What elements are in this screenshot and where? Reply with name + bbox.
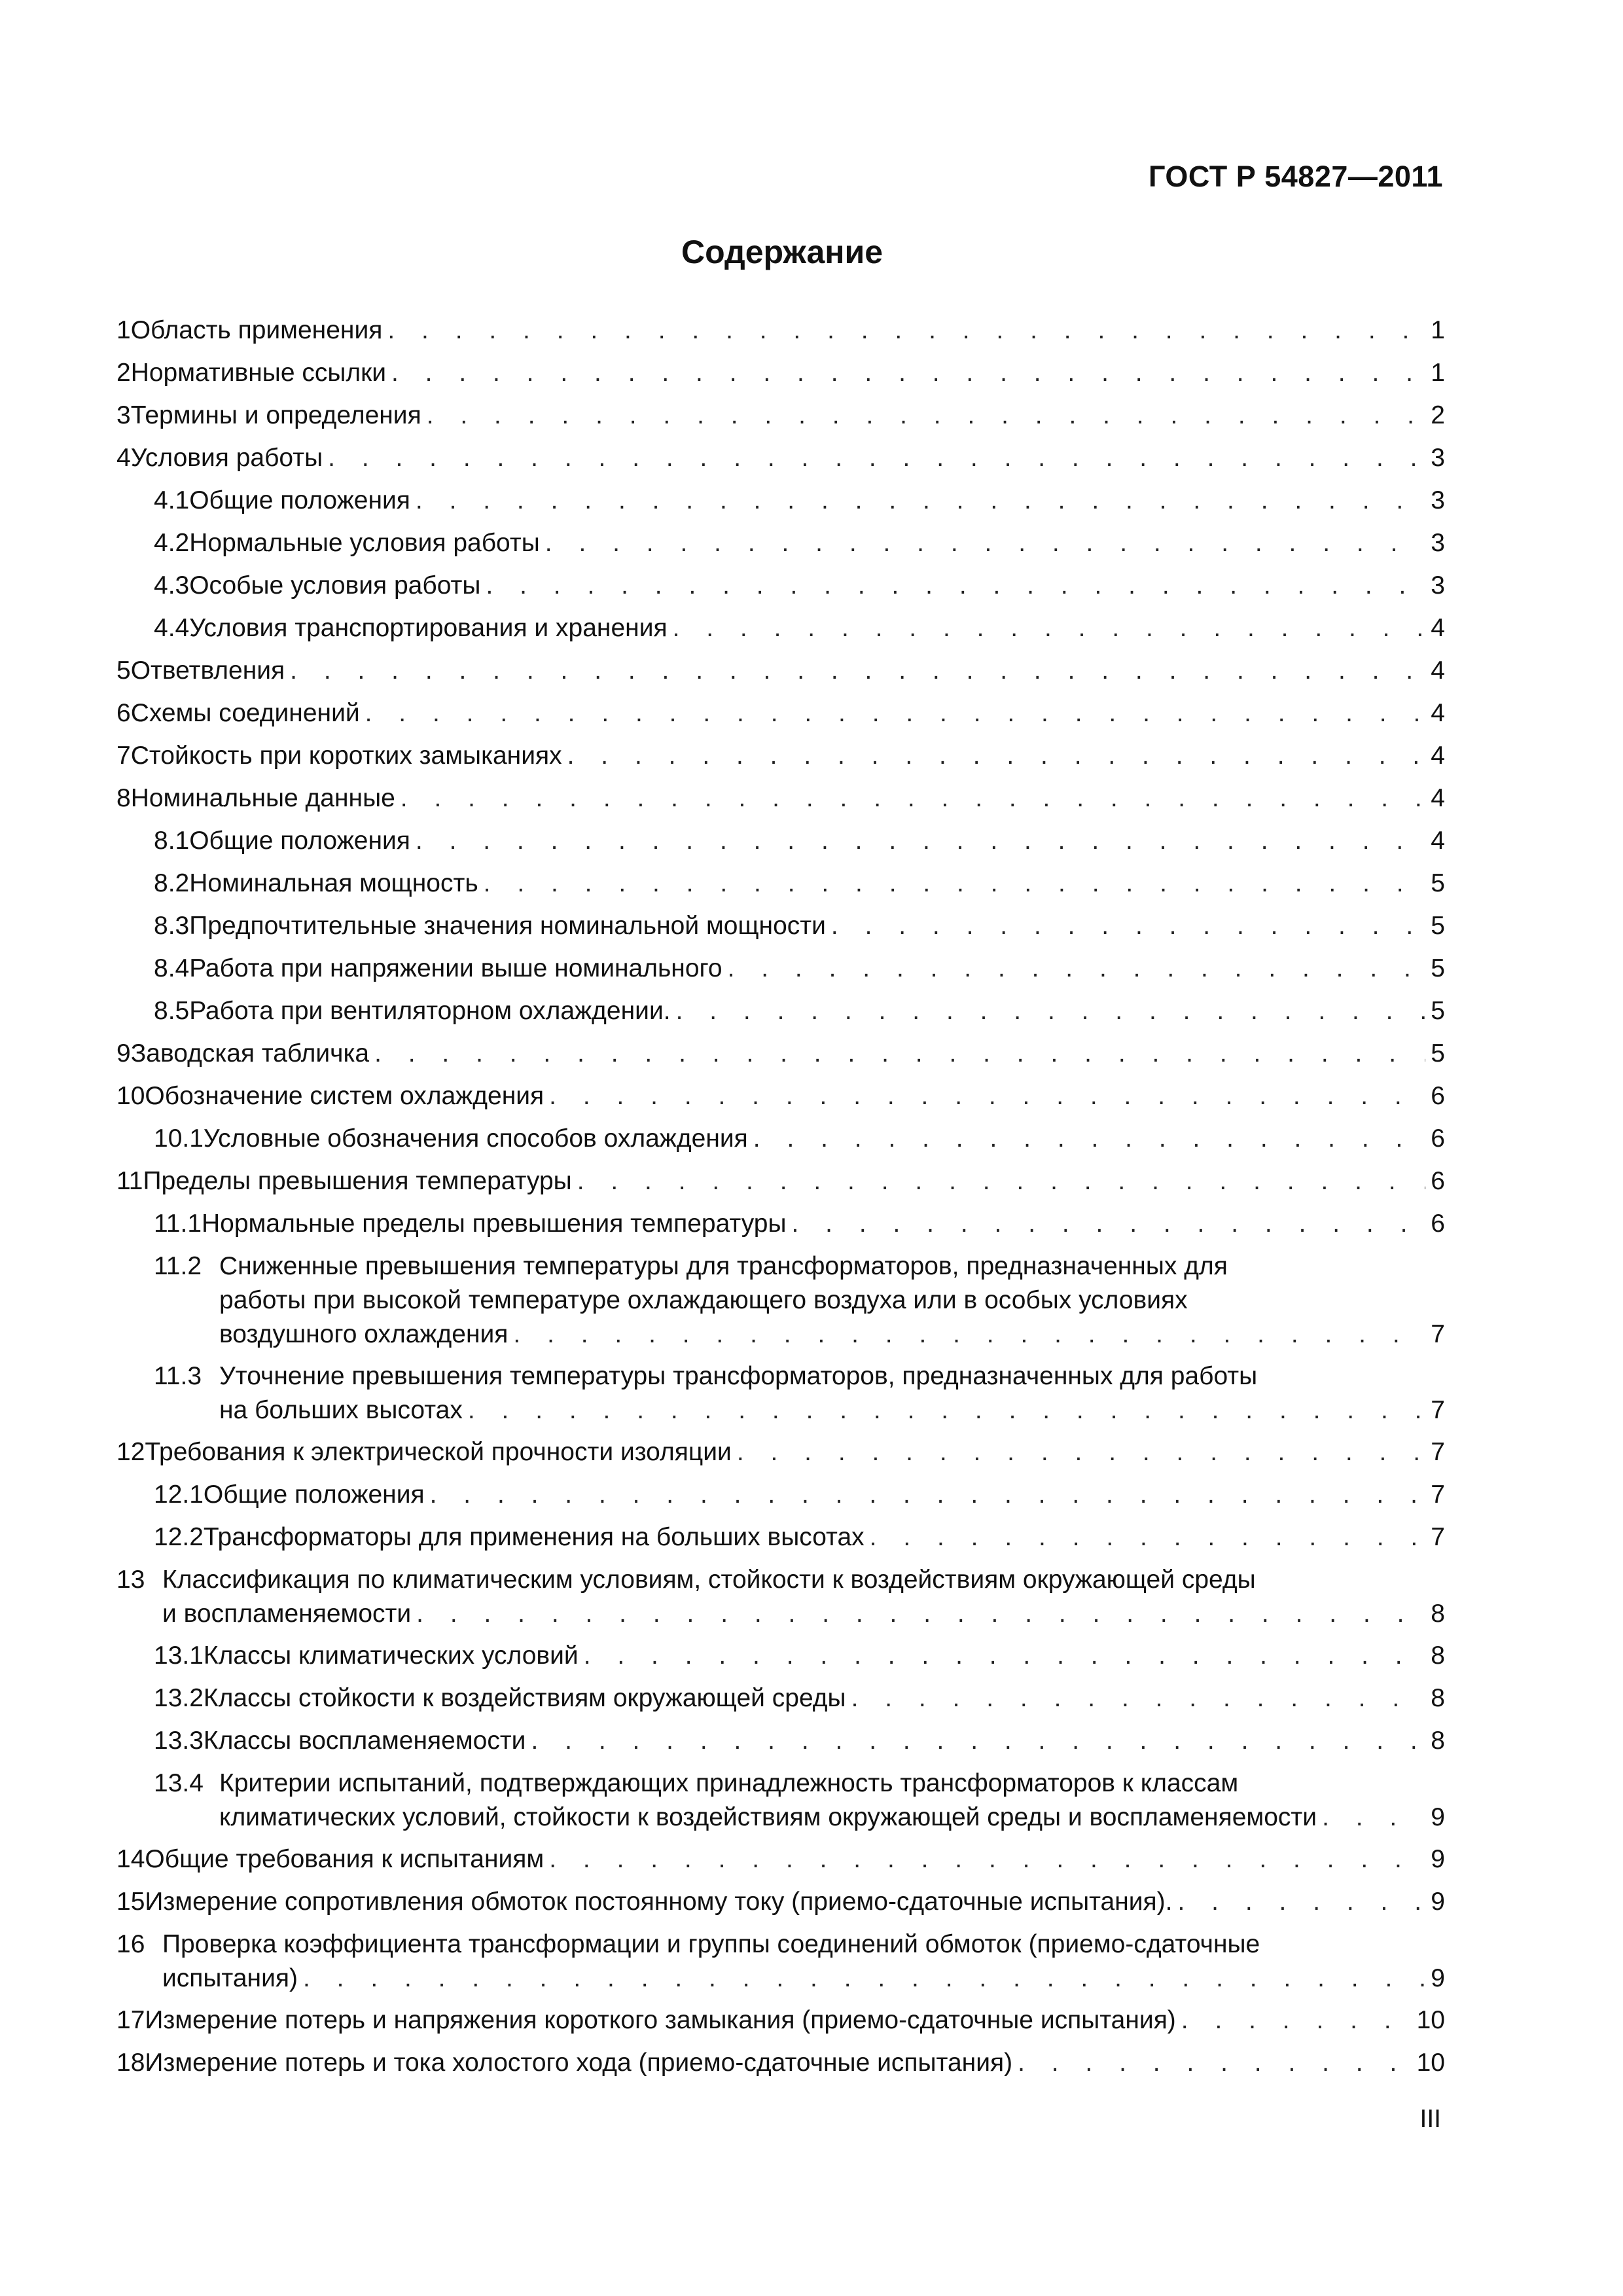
toc-entry-number: 16 xyxy=(116,1930,145,1958)
toc-entry-page: 6 xyxy=(1431,1167,1445,1195)
toc-entry-page: 7 xyxy=(1431,1523,1445,1551)
toc-entry-number: 6 xyxy=(116,699,131,727)
toc-entry[interactable] xyxy=(116,2046,1445,2080)
toc-entry[interactable] xyxy=(116,654,1445,688)
dot-leader xyxy=(1178,1885,1426,1919)
dot-leader xyxy=(290,654,1425,688)
toc-entry-page: 3 xyxy=(1431,529,1445,557)
dot-leader xyxy=(531,1724,1425,1758)
toc-entry[interactable] xyxy=(116,569,1445,603)
toc-entry-number: 8.1 xyxy=(154,827,190,855)
toc-entry-title: Номинальная мощность xyxy=(189,869,478,897)
toc-entry[interactable] xyxy=(116,1928,1445,1996)
toc-entry-page: 10 xyxy=(1416,2049,1445,2077)
toc-entry-title: Номинальные данные xyxy=(130,784,395,812)
toc-entry[interactable] xyxy=(116,1359,1445,1427)
dot-leader xyxy=(484,867,1426,901)
toc-entry-title: Обозначение систем охлаждения xyxy=(145,1082,544,1110)
dot-leader xyxy=(303,1962,1425,1996)
toc-entry-page: 9 xyxy=(1431,1803,1445,1831)
table-of-contents xyxy=(116,314,1445,2089)
toc-entry-title: Условные обозначения способов охлаждения xyxy=(203,1124,748,1153)
dot-leader xyxy=(577,1164,1426,1198)
dot-leader xyxy=(1181,2003,1412,2037)
toc-entry[interactable] xyxy=(116,2003,1445,2037)
toc-entry-title: на больших высотах xyxy=(219,1396,463,1424)
toc-entry[interactable] xyxy=(116,356,1445,390)
toc-entry-number: 4.1 xyxy=(154,486,190,514)
dot-leader xyxy=(513,1318,1425,1352)
dot-leader xyxy=(673,611,1426,645)
toc-entry-number: 4.4 xyxy=(154,614,190,642)
dot-leader xyxy=(545,526,1426,560)
toc-entry-page: 8 xyxy=(1431,1684,1445,1712)
dot-leader xyxy=(387,314,1425,348)
toc-entry-page: 5 xyxy=(1431,869,1445,897)
toc-entry-number: 11.2 xyxy=(154,1252,202,1280)
toc-entry-title: Нормальные условия работы xyxy=(189,529,540,557)
toc-entry[interactable] xyxy=(116,441,1445,475)
toc-entry[interactable] xyxy=(116,314,1445,348)
toc-entry-number: 10 xyxy=(116,1082,145,1110)
toc-entry-number: 4.3 xyxy=(154,571,190,600)
toc-entry-page: 3 xyxy=(1431,486,1445,514)
toc-entry[interactable] xyxy=(116,994,1445,1028)
toc-entry-page: 6 xyxy=(1431,1124,1445,1153)
toc-entry-title: воздушного охлаждения xyxy=(219,1320,508,1348)
toc-entry-page: 4 xyxy=(1431,656,1445,685)
toc-entry-number: 13.3 xyxy=(154,1727,204,1755)
dot-leader xyxy=(549,1842,1425,1876)
toc-entry-page: 5 xyxy=(1431,954,1445,982)
toc-entry-title: Общие положения xyxy=(189,827,410,855)
dot-leader xyxy=(1018,2046,1412,2080)
toc-entry-number: 3 xyxy=(116,401,131,429)
toc-entry-number: 8 xyxy=(116,784,131,812)
toc-entry-number: 8.3 xyxy=(154,912,190,940)
dot-leader xyxy=(831,909,1425,943)
toc-entry-page: 8 xyxy=(1431,1641,1445,1670)
toc-entry[interactable] xyxy=(116,1681,1445,1715)
toc-entry-title: Условия транспортирования и хранения xyxy=(189,614,668,642)
toc-entry[interactable] xyxy=(116,1639,1445,1673)
toc-entry-title: Проверка коэффициента трансформации и группы соединений обмоток (приемо-сдаточные xyxy=(162,1930,1260,1958)
toc-entry-page: 4 xyxy=(1431,699,1445,727)
toc-entry[interactable] xyxy=(116,909,1445,943)
toc-entry-title: Классы климатических условий xyxy=(203,1641,579,1670)
toc-entry-page: 3 xyxy=(1431,444,1445,472)
dot-leader xyxy=(416,1597,1425,1631)
toc-entry-page: 2 xyxy=(1431,401,1445,429)
dot-leader xyxy=(737,1435,1425,1469)
toc-entry-page: 7 xyxy=(1431,1438,1445,1466)
toc-entry-title: Общие требования к испытаниям xyxy=(145,1845,544,1873)
toc-entry[interactable] xyxy=(116,1724,1445,1758)
toc-entry-title: Уточнение превышения температуры трансформаторов, предназначенных для работы xyxy=(219,1362,1258,1390)
dot-leader xyxy=(486,569,1425,603)
toc-entry-title: Область применения xyxy=(130,316,383,344)
toc-entry[interactable] xyxy=(116,1435,1445,1469)
toc-entry-number: 15 xyxy=(116,1888,145,1916)
toc-entry-page: 10 xyxy=(1416,2006,1445,2034)
dot-leader xyxy=(365,696,1426,730)
dot-leader xyxy=(753,1122,1426,1156)
toc-entry-page: 5 xyxy=(1431,912,1445,940)
toc-entry[interactable] xyxy=(116,1885,1445,1919)
toc-entry-title: Измерение потерь и напряжения короткого замыкания (приемо-сдаточные испытания) xyxy=(145,2006,1176,2034)
toc-entry[interactable] xyxy=(116,1478,1445,1512)
toc-entry-number: 13.2 xyxy=(154,1684,204,1712)
toc-entry-number: 7 xyxy=(116,742,131,770)
toc-entry-number: 11.3 xyxy=(154,1362,202,1390)
toc-entry[interactable] xyxy=(116,611,1445,645)
toc-entry[interactable] xyxy=(116,1767,1445,1835)
toc-entry[interactable] xyxy=(116,484,1445,518)
toc-entry[interactable] xyxy=(116,1207,1445,1241)
toc-entry[interactable] xyxy=(116,399,1445,433)
toc-entry-number: 12.1 xyxy=(154,1480,204,1509)
toc-entry[interactable] xyxy=(116,526,1445,560)
dot-leader xyxy=(401,781,1426,816)
toc-entry-title: и воспламеняемости xyxy=(162,1600,412,1628)
toc-entry-number: 11.1 xyxy=(154,1210,202,1238)
toc-entry-number: 8.5 xyxy=(154,997,190,1025)
toc-entry-number: 4.2 xyxy=(154,529,190,557)
toc-entry-title: Термины и определения xyxy=(130,401,421,429)
toc-entry-page: 9 xyxy=(1431,1964,1445,1992)
toc-entry-title: Схемы соединений xyxy=(130,699,360,727)
toc-entry-page: 5 xyxy=(1431,997,1445,1025)
toc-entry-number: 17 xyxy=(116,2006,145,2034)
dot-leader xyxy=(851,1681,1426,1715)
dot-leader xyxy=(584,1639,1426,1673)
toc-entry-number: 12 xyxy=(116,1438,145,1466)
dot-leader xyxy=(468,1393,1425,1427)
page-title: Содержание xyxy=(681,234,883,270)
dot-leader xyxy=(416,824,1425,858)
toc-entry[interactable] xyxy=(116,1122,1445,1156)
toc-entry-number: 2 xyxy=(116,359,131,387)
page-number: III xyxy=(1419,2105,1441,2133)
dot-leader xyxy=(427,399,1426,433)
toc-entry-page: 8 xyxy=(1431,1600,1445,1628)
toc-entry[interactable] xyxy=(116,952,1445,986)
toc-entry-page: 1 xyxy=(1431,316,1445,344)
dot-leader xyxy=(328,441,1425,475)
toc-entry-number: 8.2 xyxy=(154,869,190,897)
toc-entry-title: Требования к электрической прочности изоляции xyxy=(145,1438,732,1466)
toc-entry-title: Пределы превышения температуры xyxy=(143,1167,572,1195)
toc-entry-title: Измерение сопротивления обмоток постоянному току (приемо-сдаточные испытания). xyxy=(145,1888,1173,1916)
toc-entry-title: Классификация по климатическим условиям, стойкости к воздействиям окружающей среды xyxy=(162,1566,1256,1594)
dot-leader xyxy=(567,739,1426,773)
toc-entry-title: Классы стойкости к воздействиям окружающей среды xyxy=(203,1684,846,1712)
toc-entry-title: Работа при вентиляторном охлаждении. xyxy=(189,997,671,1025)
toc-entry-page: 6 xyxy=(1431,1210,1445,1238)
toc-entry-page: 4 xyxy=(1431,614,1445,642)
toc-entry[interactable] xyxy=(116,1249,1445,1352)
toc-entry[interactable] xyxy=(116,696,1445,730)
toc-entry-title: Ответвления xyxy=(130,656,285,685)
toc-entry-number: 13.4 xyxy=(154,1769,204,1797)
toc-entry-title: Особые условия работы xyxy=(189,571,481,600)
toc-entry-title: Измерение потерь и тока холостого хода (приемо-сдаточные испытания) xyxy=(145,2049,1013,2077)
toc-entry-page: 5 xyxy=(1431,1039,1445,1067)
toc-entry-title: испытания) xyxy=(162,1964,298,1992)
toc-entry-page: 7 xyxy=(1431,1320,1445,1348)
toc-entry-number: 12.2 xyxy=(154,1523,204,1551)
toc-entry-title: Общие положения xyxy=(189,486,410,514)
dot-leader xyxy=(416,484,1425,518)
toc-entry-page: 1 xyxy=(1431,359,1445,387)
toc-entry-page: 3 xyxy=(1431,571,1445,600)
toc-entry-page: 9 xyxy=(1431,1888,1445,1916)
toc-entry-page: 4 xyxy=(1431,784,1445,812)
toc-entry-title: климатических условий, стойкости к воздействиям окружающей среды и воспламеняемости xyxy=(219,1803,1317,1831)
toc-entry-title: Заводская табличка xyxy=(130,1039,370,1067)
toc-entry[interactable] xyxy=(116,1079,1445,1113)
toc-entry-page: 6 xyxy=(1431,1082,1445,1110)
toc-entry-title: работы при высокой температуре охлаждающего воздуха или в особых условиях xyxy=(219,1286,1188,1314)
toc-entry-number: 10.1 xyxy=(154,1124,204,1153)
dot-leader xyxy=(374,1037,1425,1071)
standard-code: ГОСТ Р 54827—2011 xyxy=(1148,160,1443,193)
toc-entry-title: Работа при напряжении выше номинального xyxy=(189,954,722,982)
toc-entry-title: Нормальные пределы превышения температуры xyxy=(202,1210,787,1238)
dot-leader xyxy=(870,1520,1426,1554)
toc-entry-number: 13.1 xyxy=(154,1641,204,1670)
toc-entry-title: Классы воспламеняемости xyxy=(203,1727,526,1755)
dot-leader xyxy=(430,1478,1426,1512)
toc-entry[interactable] xyxy=(116,1037,1445,1071)
toc-entry-title: Стойкость при коротких замыканиях xyxy=(130,742,562,770)
dot-leader xyxy=(549,1079,1425,1113)
toc-entry-number: 8.4 xyxy=(154,954,190,982)
toc-entry-number: 9 xyxy=(116,1039,131,1067)
toc-entry[interactable] xyxy=(116,1520,1445,1554)
toc-entry[interactable] xyxy=(116,739,1445,773)
toc-entry-title: Нормативные ссылки xyxy=(130,359,386,387)
toc-entry-title: Условия работы xyxy=(130,444,323,472)
toc-entry-page: 9 xyxy=(1431,1845,1445,1873)
toc-entry-page: 4 xyxy=(1431,742,1445,770)
toc-entry-page: 7 xyxy=(1431,1396,1445,1424)
toc-entry[interactable] xyxy=(116,824,1445,858)
toc-entry[interactable] xyxy=(116,867,1445,901)
dot-leader xyxy=(676,994,1426,1028)
dot-leader xyxy=(391,356,1425,390)
toc-entry-title: Предпочтительные значения номинальной мощности xyxy=(189,912,826,940)
toc-entry-title: Трансформаторы для применения на больших высотах xyxy=(203,1523,865,1551)
toc-entry[interactable] xyxy=(116,1164,1445,1198)
toc-entry-page: 4 xyxy=(1431,827,1445,855)
toc-entry-number: 14 xyxy=(116,1845,145,1873)
toc-entry[interactable] xyxy=(116,781,1445,816)
toc-entry-page: 8 xyxy=(1431,1727,1445,1755)
toc-entry-title: Общие положения xyxy=(203,1480,425,1509)
toc-entry-page: 7 xyxy=(1431,1480,1445,1509)
toc-entry-number: 13 xyxy=(116,1566,145,1594)
toc-entry-number: 18 xyxy=(116,2049,145,2077)
dot-leader xyxy=(792,1207,1426,1241)
toc-entry-title: Сниженные превышения температуры для трансформаторов, предназначенных для xyxy=(219,1252,1228,1280)
dot-leader xyxy=(728,952,1426,986)
toc-entry-number: 4 xyxy=(116,444,131,472)
toc-entry-title: Критерии испытаний, подтверждающих принадлежность трансформаторов к классам xyxy=(219,1769,1239,1797)
toc-entry-number: 11 xyxy=(116,1167,143,1195)
toc-entry[interactable] xyxy=(116,1842,1445,1876)
toc-entry-number: 1 xyxy=(116,316,131,344)
toc-entry[interactable] xyxy=(116,1563,1445,1631)
dot-leader xyxy=(1322,1801,1425,1835)
toc-entry-number: 5 xyxy=(116,656,131,685)
